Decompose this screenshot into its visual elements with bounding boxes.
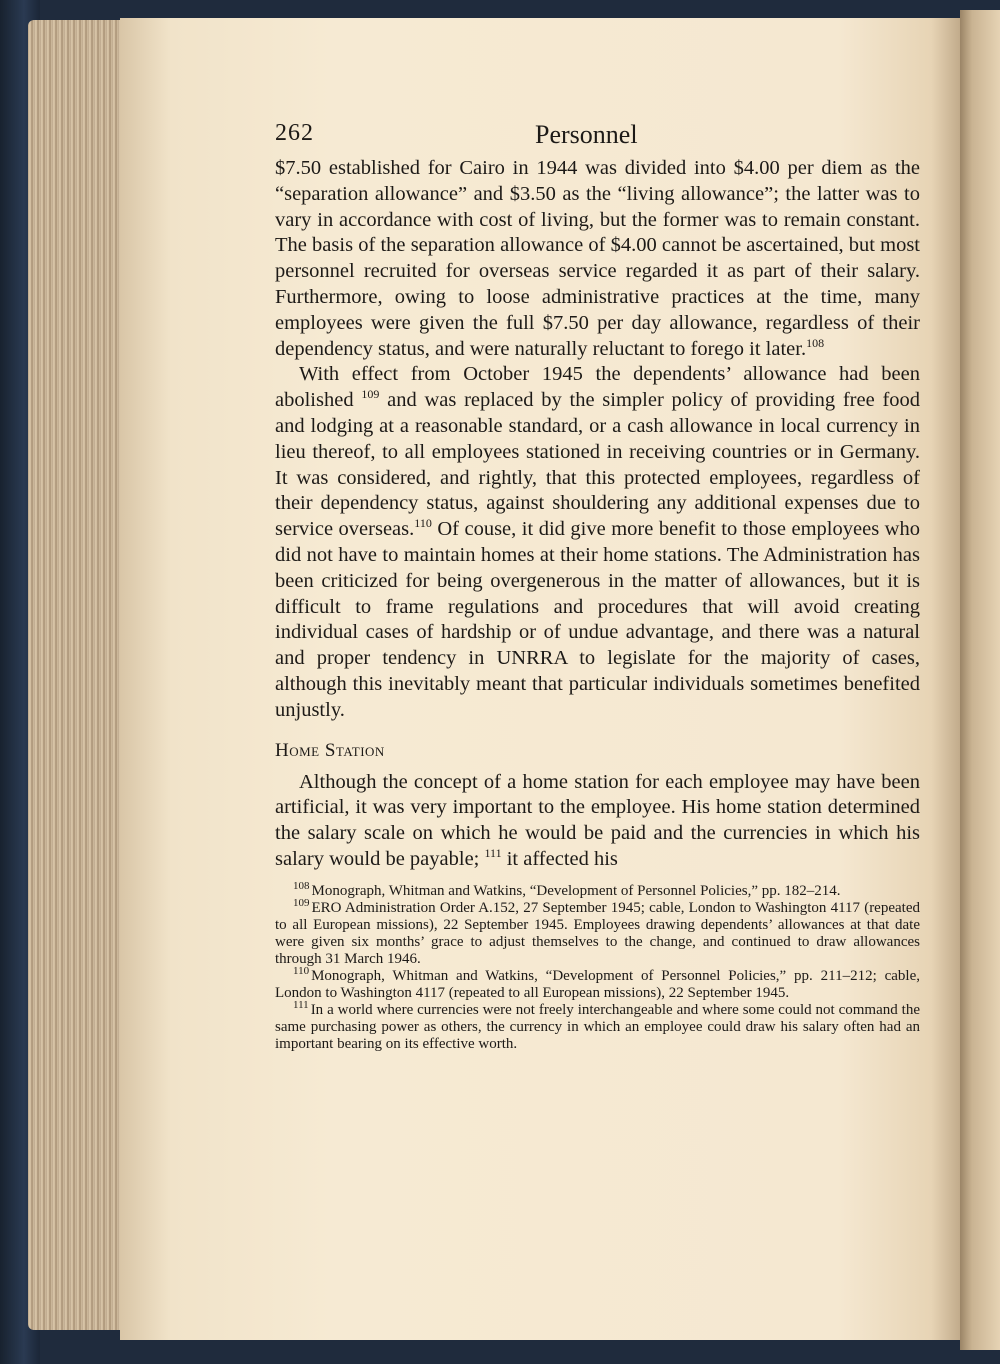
- footnotes: [275, 879, 920, 1053]
- paragraph-2-text-b: and was replaced by the simpler policy of providing free food and lodging at a reasonable standard, or a cash allowance in local currency in lieu thereof, to all employees stationed in receiving countries or in Germany. It was considered, and rightly, that this protected employees, regardless of their dependency status, against shouldering any additional expenses due to service overseas.: [275, 389, 921, 541]
- footnote-text: Monograph, Whitman and Watkins, “Development of Personnel Policies,” pp. 182–214.: [311, 882, 841, 899]
- footnote-mark: 108: [293, 879, 310, 892]
- footnote-ref-110: 110: [414, 516, 432, 531]
- page-text-block: [275, 120, 920, 1053]
- gutter-shadow: [960, 10, 1000, 1350]
- paragraph-2: [275, 362, 920, 723]
- page-number: 262: [275, 120, 314, 146]
- paragraph-3: [275, 770, 920, 873]
- paragraph-1: [275, 156, 920, 362]
- footnote-mark: 111: [293, 998, 309, 1011]
- footnote-text: Monograph, Whitman and Watkins, “Development of Personnel Policies,” pp. 211–212; cable, London to Washington 4117 (repeated to all European missions), 22 September 1945.: [275, 967, 920, 1001]
- section-heading: Home Station: [275, 739, 385, 761]
- footnote-ref-111: 111: [484, 846, 502, 861]
- footnote-110: [275, 964, 920, 1002]
- footnote-109: [275, 896, 920, 968]
- footnote-ref-108: 108: [806, 335, 825, 350]
- footnote-111: [275, 998, 920, 1053]
- footnote-mark: 110: [293, 964, 310, 977]
- paragraph-1-text: $7.50 established for Cairo in 1944 was divided into $4.00 per diem as the “separation allowance” and $3.50 as the “living allowance”; the latter was to vary in accordance with cost of living, but the former was to remain constant. The basis of the separation allowance of $4.00 cannot be ascertained, but most personnel recruited for overseas service regarded it as part of their salary. Furthermore, owing to loose administrative practices at the time, many employees were given the full $7.50 per day allowance, regardless of their dependency status, and were naturally reluctant to forego it later.: [275, 157, 920, 360]
- footnote-text: In a world where currencies were not freely interchangeable and where some could not command the same purchasing power as others, the currency in which an employee could draw his salary often had an important bearing on its effective worth.: [275, 1001, 920, 1052]
- paragraph-2-text-a: With effect from October 1945 the dependents’ allowance had been abolished: [275, 363, 920, 412]
- running-title: Personnel: [535, 120, 638, 149]
- running-head: [275, 120, 920, 152]
- footnote-mark: 109: [293, 896, 310, 909]
- footnote-108: [275, 879, 920, 900]
- paragraph-3-text-a: Although the concept of a home station for each employee may have been artificial, it was very important to the employee. His home station determined the salary scale on which he would be paid and the currencies in which his salary would be payable;: [275, 770, 920, 870]
- paragraph-2-text-c: Of couse, it did give more benefit to those employees who did not have to maintain homes at their home stations. The Administration has been criticized for being overgenerous in the matter of allowances, but it is difficult to frame regulations and procedures that will avoid creating individual cases of hardship or of undue advantage, and there was a natural and proper tendency in UNRRA to legislate for the majority of cases, although this inevitably meant that particular individuals sometimes benefited unjustly.: [275, 518, 920, 721]
- footnote-text: ERO Administration Order A.152, 27 September 1945; cable, London to Washington 4117 (repeated to all European missions), 22 September 1945. Employees drawing dependents’ allowances at that date were given six months’ grace to adjust themselves to the change, and continued to draw allowances through 31 March 1946.: [275, 899, 920, 967]
- paragraph-3-text-b: it affected his: [506, 847, 618, 870]
- footnote-ref-109: 109: [361, 387, 380, 402]
